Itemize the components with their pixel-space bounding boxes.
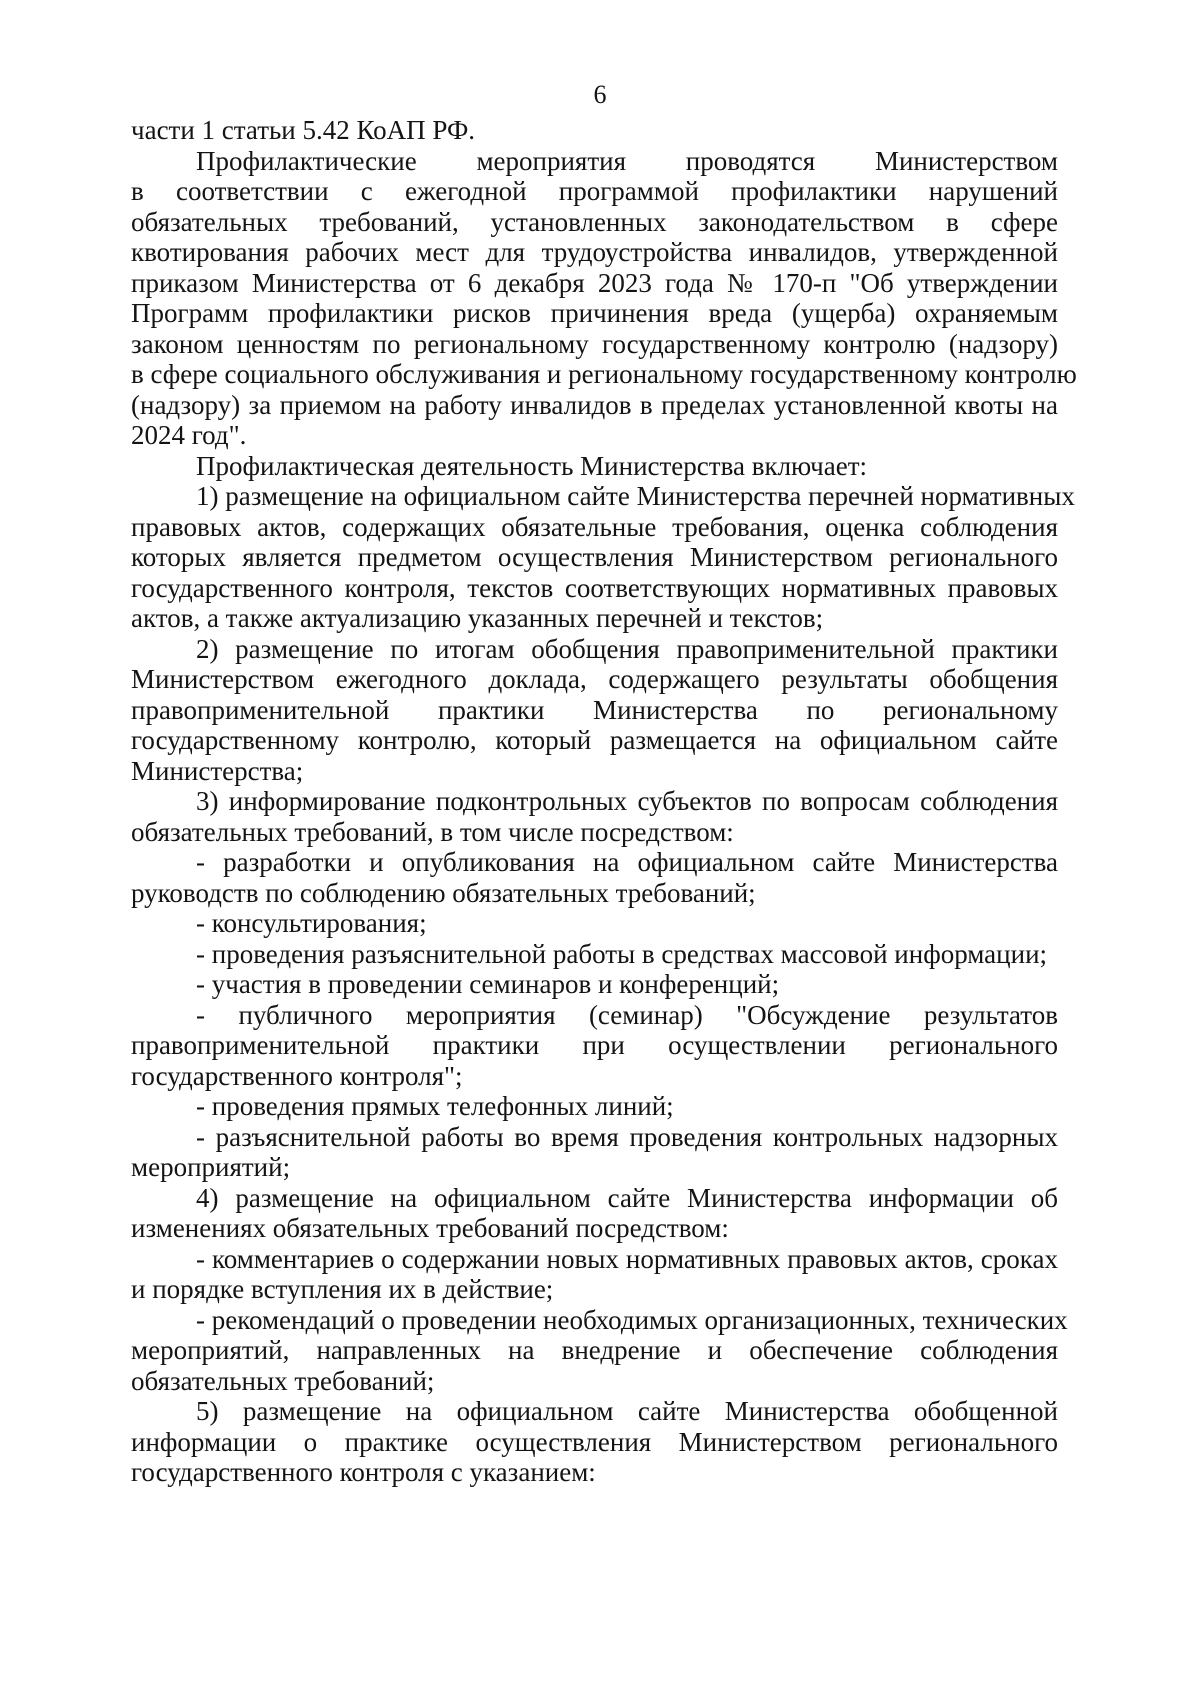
text-line: приказом Министерства от 6 декабря 2023 года № 170-п "Об утверждении [131,267,1058,298]
text-line: 3) информирование подконтрольных субъектов по вопросам соблюдения [196,786,1058,816]
text-line: информации о практике осуществления Министерством регионального [131,1426,1058,1457]
text-line: - разработки и опубликования на официальном сайте Министерства [196,847,1058,877]
text-line: части 1 статьи 5.42 КоАП РФ. [131,115,476,145]
text-line: государственного контроля, текстов соответствующих нормативных правовых [131,572,1058,603]
text-line: государственного контроля с указанием: [131,1457,596,1487]
text-line: 5) размещение на официальном сайте Министерства обобщенной [196,1396,1058,1426]
text-line: обязательных требований, в том числе посредством: [131,816,734,847]
text-line: государственному контролю, который размещается на официальном сайте [131,725,1058,755]
text-line: правоприменительной практики Министерства по региональному [131,694,1058,725]
text-line: правоприменительной практики при осуществлении регионального [131,1030,1058,1060]
text-line: и порядке вступления их в действие; [131,1274,554,1304]
text-line: 2024 год". [131,420,247,450]
text-line: обязательных требований; [131,1365,435,1396]
text-line: - проведения разъяснительной работы в средствах массовой информации; [196,938,1048,969]
text-line: - рекомендаций о проведении необходимых организационных, технических [196,1304,1068,1335]
text-line: мероприятий, направленных на внедрение и обеспечение соблюдения [131,1335,1058,1365]
text-line: в соответствии с ежегодной программой профилактики нарушений [131,176,1058,206]
text-line: которых является предметом осуществления Министерством регионального [131,542,1058,572]
text-line: - разъяснительной работы во время проведения контрольных надзорных [196,1121,1058,1152]
text-line: мероприятий; [131,1152,291,1182]
text-line: - публичного мероприятия (семинар) "Обсуждение результатов [196,999,1058,1030]
text-line: актов, а также актуализацию указанных перечней и текстов; [131,603,824,633]
text-line: 1) размещение на официальном сайте Министерства перечней нормативных [196,481,1075,511]
text-line: (надзору) за приемом на работу инвалидов в пределах установленной квоты на [131,389,1058,420]
text-line: обязательных требований, установленных законодательством в сфере [131,206,1058,237]
text-line: 4) размещение на официальном сайте Министерства информации об [196,1182,1058,1213]
text-line: - участия в проведении семинаров и конференций; [196,969,780,999]
document-body [131,115,1077,1488]
page-number: 6 [593,80,607,109]
text-line: в сфере социального обслуживания и региональному государственному контролю [131,359,1077,389]
text-line: Программ профилактики рисков причинения вреда (ущерба) охраняемым [131,298,1058,328]
text-line: Профилактические мероприятия проводятся Министерством [196,145,1058,176]
text-line: Профилактическая деятельность Министерства включает: [196,450,868,481]
text-line: Министерства; [131,755,304,786]
text-line: - комментариев о содержании новых нормативных правовых актов, сроках [196,1243,1058,1274]
text-line: изменениях обязательных требований посредством: [131,1213,729,1243]
text-line: - проведения прямых телефонных линий; [196,1091,674,1121]
text-line: Министерством ежегодного доклада, содержащего результаты обобщения [131,664,1058,694]
text-line: квотирования рабочих мест для трудоустройства инвалидов, утвержденной [131,237,1058,267]
text-line: государственного контроля"; [131,1060,463,1091]
text-line: правовых актов, содержащих обязательные требования, оценка соблюдения [131,511,1058,542]
text-line: 2) размещение по итогам обобщения правоприменительной практики [196,633,1058,664]
text-line: - консультирования; [196,908,427,938]
text-line: руководств по соблюдению обязательных требований; [131,877,756,908]
text-line: законом ценностям по региональному государственному контролю (надзору) [131,328,1058,359]
